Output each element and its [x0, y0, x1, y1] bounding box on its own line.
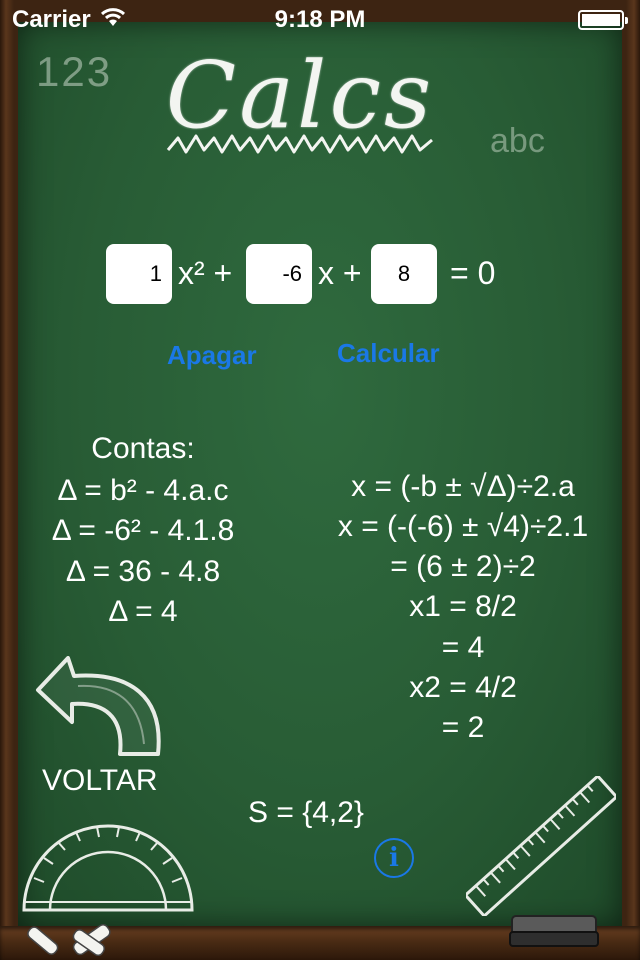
x-line: x = (-b ± √Δ)÷2.a: [351, 470, 575, 503]
calculate-button[interactable]: Calcular: [337, 338, 440, 368]
work-heading: Contas:: [91, 432, 195, 465]
x-line: x2 = 4/2: [409, 671, 517, 704]
delta-line: Δ = b² - 4.a.c: [57, 474, 229, 507]
app-title: Calcs: [165, 42, 435, 149]
x-line: x1 = 8/2: [409, 590, 517, 623]
back-button[interactable]: VOLTAR: [42, 764, 158, 797]
clock: 9:18 PM: [274, 6, 366, 33]
x-line: x = (-(-6) ± √4)÷2.1: [337, 510, 589, 543]
info-button[interactable]: i: [374, 838, 414, 878]
chalk-letters-doodle: abc: [490, 122, 545, 160]
coefficient-a-input[interactable]: [106, 244, 172, 304]
clear-button[interactable]: Apagar: [167, 340, 257, 370]
delta-line: Δ = -6² - 4.1.8: [51, 514, 235, 547]
title-underline-squiggle: [166, 130, 436, 160]
x-plus-label: x +: [318, 255, 362, 291]
x-line: = (6 ± 2)÷2: [390, 550, 536, 583]
x-line: = 4: [441, 631, 485, 664]
delta-line: Δ = 36 - 4.8: [65, 555, 221, 588]
chalk-pieces-icon: [20, 918, 120, 960]
battery-icon: [578, 10, 624, 30]
back-arrow-icon[interactable]: [34, 656, 170, 760]
x-line: = 2: [441, 711, 485, 744]
equals-zero-label: = 0: [450, 255, 496, 291]
coefficient-b-input[interactable]: [246, 244, 312, 304]
eraser-icon: [506, 910, 602, 950]
solution-set: S = {4,2}: [248, 796, 364, 829]
status-bar: [0, 0, 640, 40]
protractor-drawing: [20, 782, 196, 918]
chalk-numbers-doodle: 123: [36, 48, 113, 95]
x-squared-plus-label: x² +: [178, 255, 233, 291]
coefficient-c-input[interactable]: [371, 244, 437, 304]
carrier-label: Carrier: [12, 6, 91, 33]
ruler-drawing: [466, 776, 616, 916]
delta-line: Δ = 4: [108, 595, 178, 628]
